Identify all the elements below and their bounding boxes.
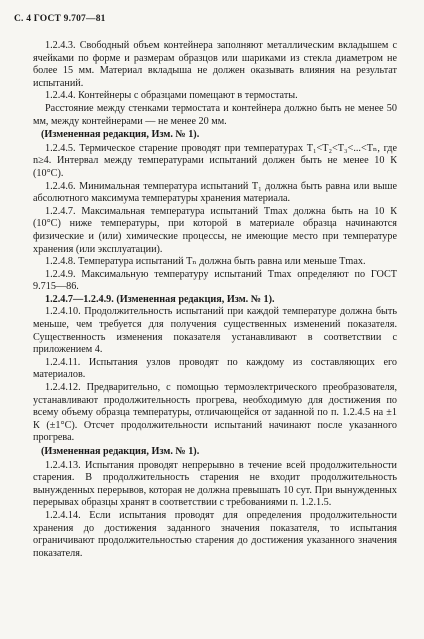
paragraph-1-2-4-3: 1.2.4.3. Свободный объем контейнера заполняют металлическим вкладышем с ячейками по форме и размерам образцов или шариками из стекла диаметром не более 15 мм. Материал вкладыша не должен оказывать влияния на результат испытаний.: [33, 40, 397, 89]
paragraph-1-2-4-13: 1.2.4.13. Испытания проводят непрерывно в течение всей продолжительности старения. В продолжительность старения не входит продолжительность вынужденных перерывов, которая не должна превышать 10 сут. При вынужденных перерывах образцы хранят в соответствии с требованиями п. 1.2.1.5.: [33, 459, 397, 509]
paragraph-1-2-4-10: 1.2.4.10. Продолжительность испытаний при каждой температуре должна быть меньше, чем требуется для получения существенных изменений показателя. Существенность изменения показателя устанавливают в соответствии с приложением 4.: [33, 306, 397, 356]
paragraph-1-2-4-9: 1.2.4.9. Максимальную температуру испытаний Tmax определяют по ГОСТ 9.715—86.: [33, 268, 397, 293]
document-body: [33, 40, 397, 560]
paragraph-distance: Расстояние между стенками термостата и контейнера должно быть не менее 50 мм, между контейнерами — не менее 20 мм.: [33, 102, 397, 127]
amendment-note: (Измененная редакция, Изм. № 1).: [41, 129, 200, 141]
paragraph-1-2-4-6: 1.2.4.6. Минимальная температура испытаний T₁ должна быть равна или выше абсолютного максимума температуры хранения материала.: [33, 180, 397, 205]
paragraph-1-2-4-4: 1.2.4.4. Контейнеры с образцами помещают в термостаты.: [45, 90, 298, 102]
amendment-note-range: 1.2.4.7—1.2.4.9. (Измененная редакция, Изм. № 1).: [45, 293, 275, 305]
paragraph-1-2-4-7: 1.2.4.7. Максимальная температура испытаний Tmax должна быть на 10 К (10°С) ниже температуры, при которой в материале образца начинаются физические и (или) химические процессы, не имеющие место при температуре хранения (или эксплуатации).: [33, 205, 397, 255]
paragraph-1-2-4-5: 1.2.4.5. Термическое старение проводят при температурах T₁<T₂<T₃<...<Tₙ, где n≥4. Интервал между температурами испытаний должен быть не менее 10 К (10°С).: [33, 142, 397, 179]
paragraph-1-2-4-8: 1.2.4.8. Температура испытаний Tₙ должна быть равна или меньше Tmax.: [45, 256, 366, 268]
paragraph-1-2-4-14: 1.2.4.14. Если испытания проводят для определения продолжительности хранения до достижения заданного значения показателя, то испытания ограничивают продолжительностью старения до достижения указанного значения показателя.: [33, 509, 397, 559]
page-header: С. 4 ГОСТ 9.707—81: [14, 14, 106, 24]
paragraph-1-2-4-11: 1.2.4.11. Испытания узлов проводят по каждому из составляющих его материалов.: [33, 356, 397, 381]
amendment-note: (Измененная редакция, Изм. № 1).: [41, 446, 200, 457]
paragraph-1-2-4-12: 1.2.4.12. Предварительно, с помощью термоэлектрического преобразователя, устанавливают продолжительность прогрева, необходимую для достижения по всему объему образца температуры, отличающейся от заданной по п. 1.2.4.5 на ±1 К (±1°С). Отсчет продолжительности испытаний начинают после указанного прогрева.: [33, 382, 397, 444]
